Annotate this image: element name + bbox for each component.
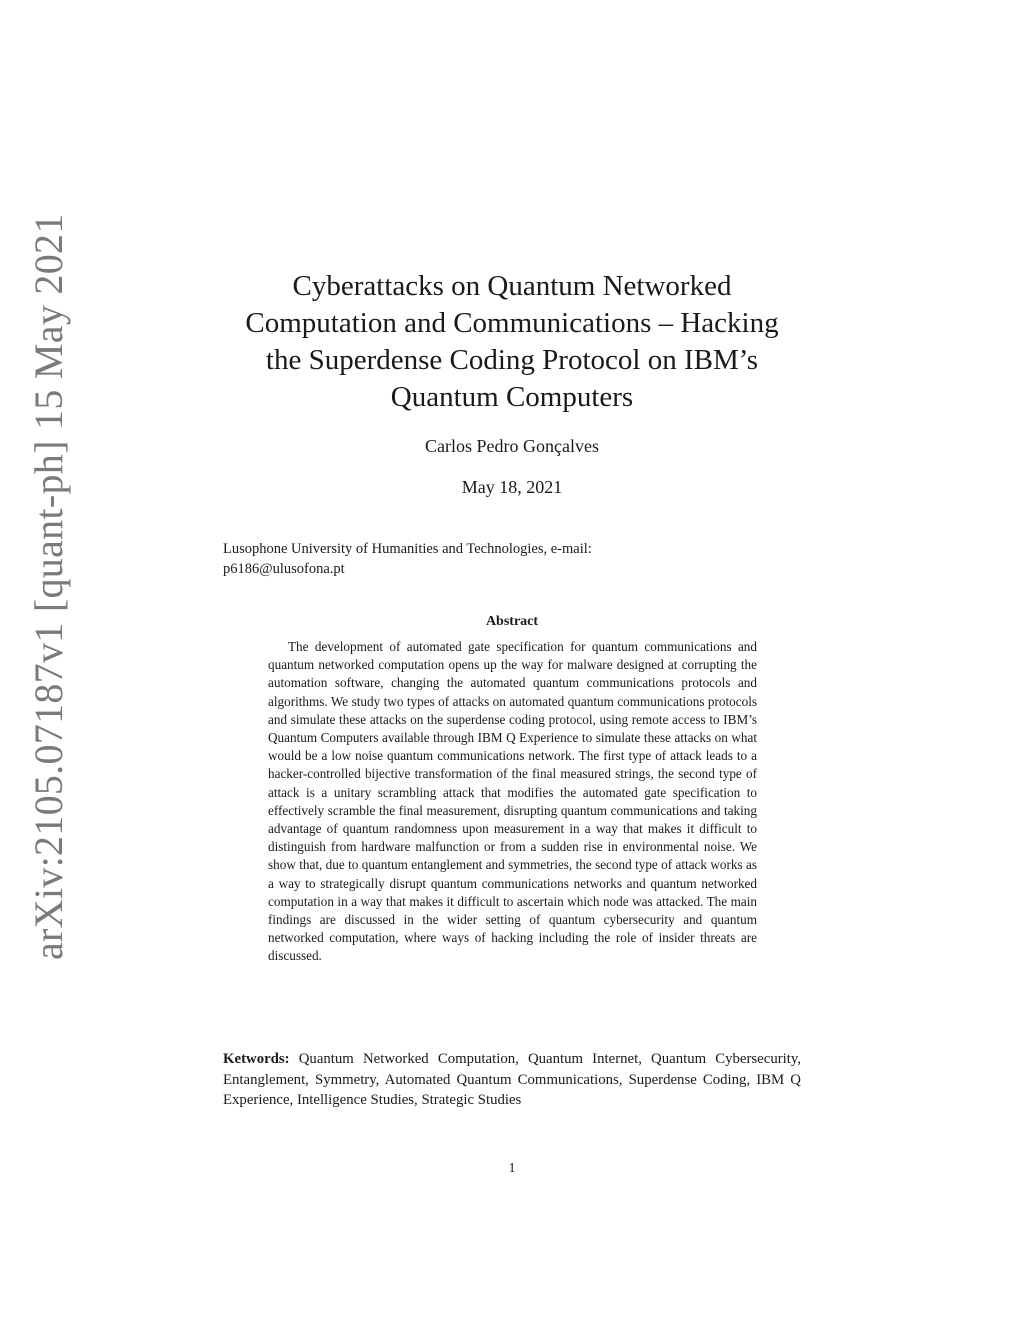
keywords-text: Quantum Networked Computation, Quantum Internet, Quantum Cybersecurity, Entanglement, Symmetry, Automated Quantum Communications, Superdense Coding, IBM Q Experience, Intelligence Studies, Strategic Studies [223,1051,802,1108]
abstract-text: The development of automated gate specification for quantum communications and quantum networked computation opens up the way for malware designed at corrupting the automation software, changing the automated quantum communications protocols and algorithms. We study two types of attacks on automated quantum communications protocols and simulate these attacks on the superdense coding protocol, using remote access to IBM’s Quantum Computers available through IBM Q Experience to simulate these attacks on what would be a low noise quantum communications network. The first type of attack leads to a hacker-controlled bijective transformation of the final measured strings, the second type of attack is a unitary scrambling attack that modifies the automated gate specification to effectively scramble the final measurement, disrupting quantum communications and taking advantage of quantum randomness upon measurement in a way that makes it difficult to distinguish from hardware malfunction or from a sudden rise in environmental noise. We show that, due to quantum entanglement and symmetries, the second type of attack works as a way to strategically disrupt quantum communications networks and quantum networked computation in a way that makes it difficult to ascertain which node was attacked. The main findings are discussed in the wider setting of quantum cybersecurity and quantum networked computation, where ways of hacking including the role of insider threats are discussed. [268,639,757,964]
affiliation-email: p6186@ulusofona.pt [223,561,345,577]
title-line: Cyberattacks on Quantum Networked [292,270,732,302]
keywords [223,1049,801,1111]
affiliation-line: Lusophone University of Humanities and Technologies, e-mail: [223,541,592,557]
abstract-heading: Abstract [485,614,539,629]
title-line: Computation and Communications – Hacking [245,307,779,339]
title-line: the Superdense Coding Protocol on IBM’s [265,344,759,376]
arxiv-identifier: arXiv:2105.07187v1 [quant-ph] 15 May 2021 [26,213,71,960]
keywords-label: Ketwords: [223,1051,290,1067]
affiliation [223,539,801,579]
page-number: 1 [508,1161,516,1176]
author-name: Carlos Pedro Gonçalves [425,436,599,456]
paper-title [222,268,802,416]
publication-date: May 18, 2021 [461,477,563,497]
title-line: Quantum Computers [390,381,634,413]
